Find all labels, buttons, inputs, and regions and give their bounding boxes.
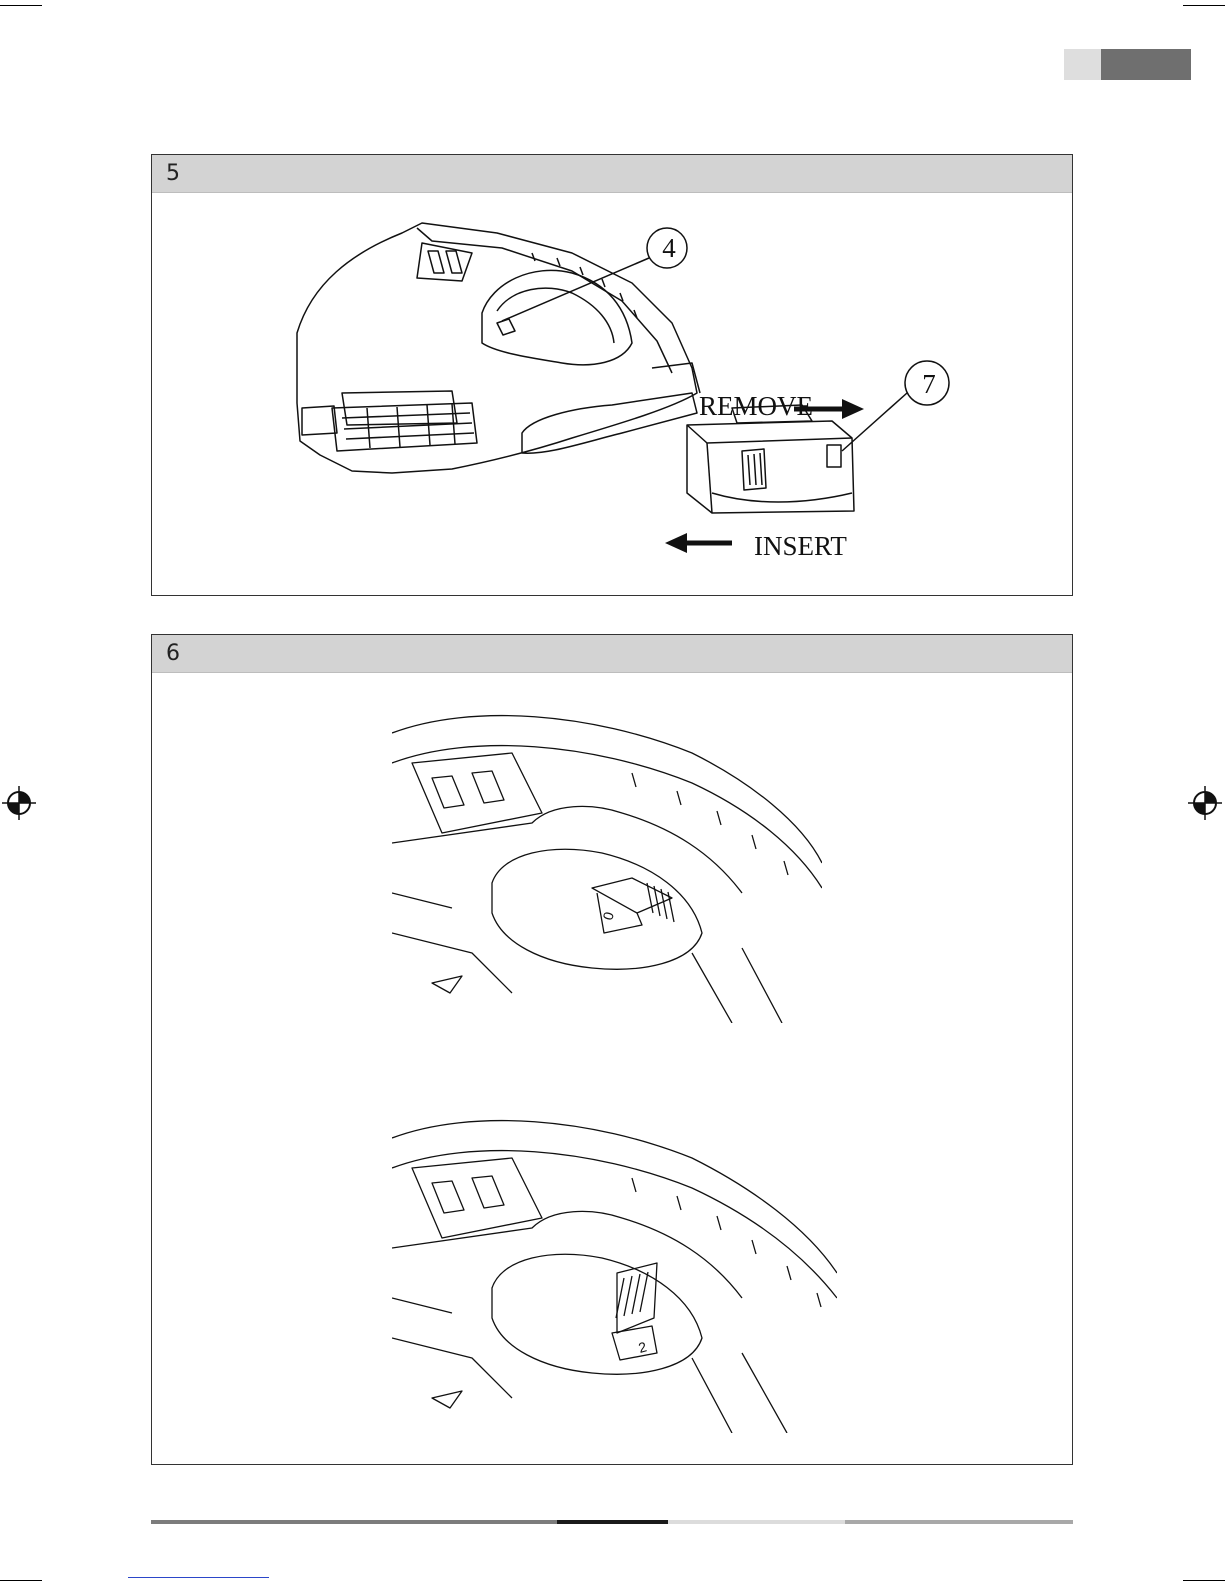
- switch: [497, 319, 515, 335]
- switch-mark-bottom: 2: [636, 1338, 649, 1356]
- registration-mark-icon: [1188, 786, 1222, 820]
- callout-7: 7: [922, 369, 936, 399]
- crop-mark: [1183, 1580, 1225, 1581]
- crop-mark: [0, 5, 42, 6]
- footer-bar-segment: [845, 1520, 1073, 1524]
- footer-link-underline[interactable]: [128, 1577, 269, 1578]
- figure-5-illustration: [152, 193, 1072, 595]
- figure-number: 6: [152, 635, 1072, 673]
- footer-bar-segment: [151, 1520, 557, 1524]
- figure-6-panel: [151, 634, 1073, 1465]
- crop-mark: [0, 1580, 42, 1581]
- figure-number: 5: [152, 155, 1072, 193]
- section-tab-dark: [1101, 49, 1191, 80]
- footer-bar-segment: [668, 1520, 845, 1524]
- figure-6-detail-top: [392, 693, 822, 1023]
- figure-5-panel: [151, 154, 1073, 596]
- vacuum-body-outline: [297, 223, 697, 473]
- handle-opening: [482, 270, 632, 364]
- figure-6-detail-bottom: [392, 1098, 837, 1433]
- arrow-left-icon: [665, 533, 732, 553]
- registration-mark-icon: [2, 786, 36, 820]
- crop-mark: [1183, 5, 1225, 6]
- callout-4: 4: [662, 233, 676, 263]
- section-tab-light: [1064, 49, 1101, 80]
- footer-bar-segment: [557, 1520, 668, 1524]
- switch-mark-top: 0: [599, 910, 617, 922]
- remove-label: REMOVE: [699, 391, 813, 421]
- insert-label: INSERT: [754, 531, 847, 561]
